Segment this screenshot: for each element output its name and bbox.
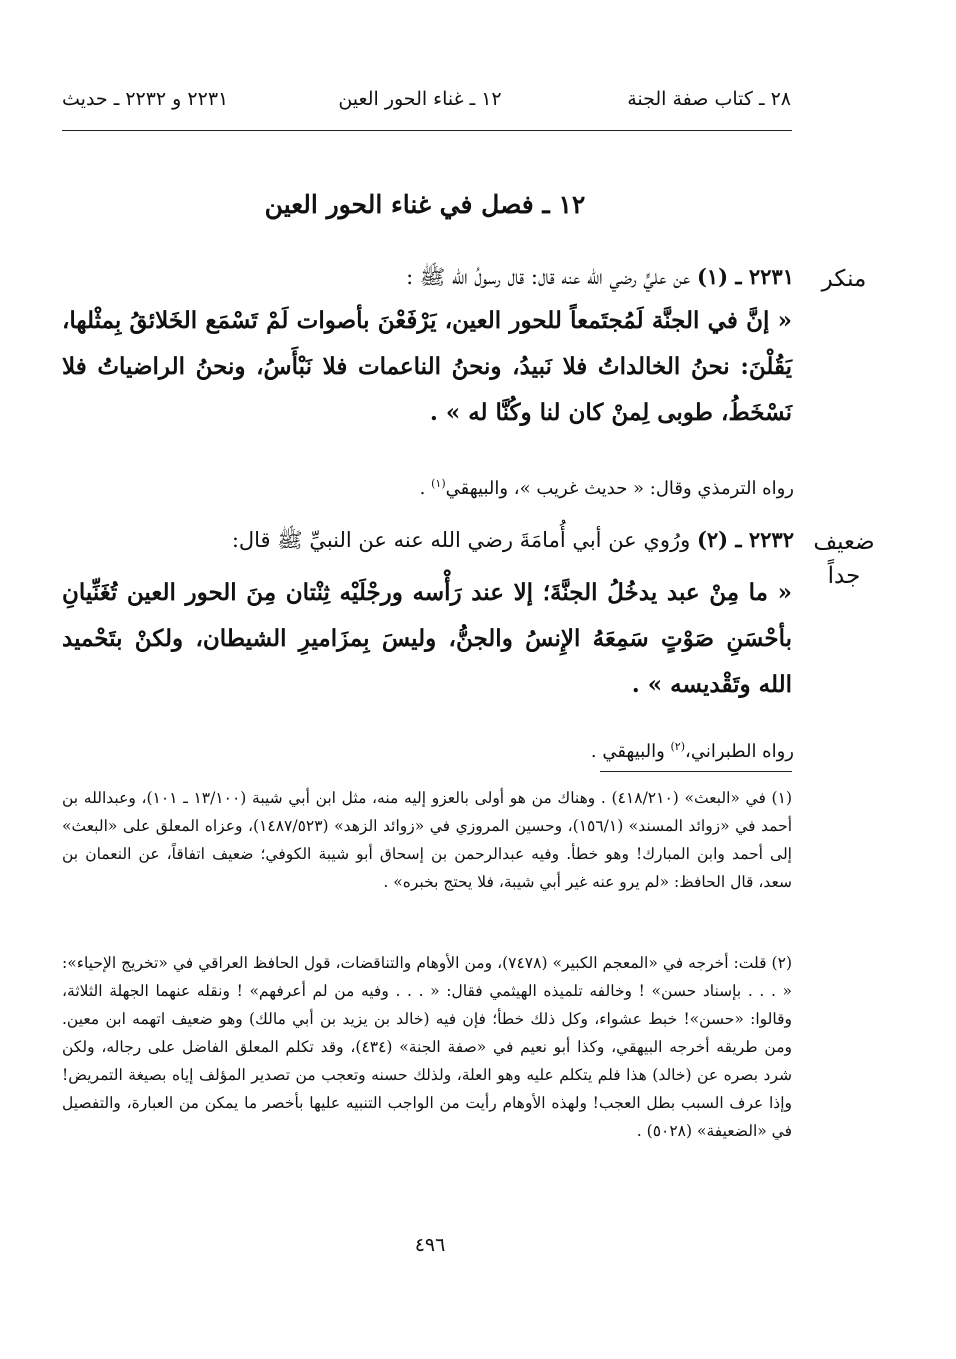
- hadith-source: [154, 470, 794, 503]
- hadith-heading: [154, 525, 794, 555]
- source-text: رواه الترمذي وقال: « حديث غريب »، والبيهقي: [445, 478, 794, 499]
- hadith-grade: ضعيف جداً: [813, 529, 875, 589]
- hadith-number: ٢٢٣٢ ـ (٢): [696, 527, 794, 552]
- footnote-rule: [600, 771, 792, 772]
- footnote-2: (٢) قلت: أخرجه في «المعجم الكبير» (٧٤٧٨)، ومن الأوهام والتناقضات، قول الحافظ العراقي في «تخريج الإحياء»: « . . . بإسناد حسن» ! وخالفه تلميذه الهيثمي فقال: « . . . وفيه من لم أعرفهم» ! ونقله عنهما الجهلة الثلاثة، وقالوا: «حسن»! خبط عشواء، وكل ذلك خطأ؛ فإن فيه (خالد بن يزيد بن أبي مالك) وهو ضعيف اتهمه ابن معين. ومن طريقه أخرجه البيهقي، وكذا أبو نعيم في «صفة الجنة» (٤٣٤)، وقد تكلم المعلق الفاضل على رجاله، ولكن شرد بصره عن (خالد) هذا فلم يتكلم عليه وهو العلة، ولذلك حسنه وتعجب من تصدير المؤلف إياه بصيغة التمريض! وإذا عرف السبب بطل العجب! ولهذه الأوهام رأيت من الواجب التنبيه عليها بأخصر ما يمكن من العبارة، والتفصيل في «الضعيفة» (٥٠٢٨) .: [62, 954, 792, 1140]
- page-number: ٤٩٦: [414, 1234, 446, 1256]
- hadith-heading: [154, 262, 794, 292]
- hadith-intro: عن عليٍّ رضي الله عنه قال: قال رسولُ الله ﷺ :: [406, 265, 691, 289]
- source-text: رواه الطبراني،: [685, 741, 794, 762]
- running-header-book: ٢٨ ـ كتاب صفة الجنة: [627, 88, 791, 110]
- footnote-ref: (٢): [670, 740, 686, 753]
- hadith-number: ٢٢٣١ ـ (١): [696, 264, 794, 289]
- header-rule: [62, 130, 792, 131]
- footnote-1: (١) في «البعث» (٤١٨/٢١٠) . وهناك من هو أولى بالعزو إليه منه، مثل ابن أبي شيبة (١٣/١٠٠ ـ ١٠١)، وعبدالله بن أحمد في «زوائد المسند» (١٥٦/١)، وحسين المروزي في «زوائد الزهد» (١٤٨٧/٥٢٣)، وعزاه المعلق على «البعث» إلى أحمد وابن المبارك! وهو خطأ. وفيه عبدالرحمن بن إسحاق أبو شيبة الكوفي؛ ضعيف اتفاقاً، عن النعمان بن سعد، قال الحافظ: «لم يرو عنه غير أبي شيبة، فلا يحتج بخبره» .: [62, 789, 792, 891]
- source-end: والبيهقي .: [590, 741, 671, 762]
- source-end: .: [419, 478, 432, 499]
- hadith-intro: ورُوي عن أبي أُمامَةَ رضي الله عنه عن النبيِّ ﷺ قال:: [231, 528, 691, 552]
- hadith-text: « ما مِنْ عبد يدخُلُ الجنَّةَ؛ إلا عند رَأْسه ورجْلَيْه ثِنْتان مِنَ الحور العين تُغَنِّيانِ بأحْسَنِ صَوْتٍ سَمِعَهُ الإِنسُ والجنُّ، وليسَ بِمزَاميرِ الشيطان، ولكنْ بتَحْميد الله وتَقْديسه » .: [62, 579, 792, 698]
- running-header-hadith-range: ٢٢٣١ و ٢٢٣٢ ـ حديث: [62, 88, 229, 110]
- hadith-grade: منكر: [821, 266, 867, 292]
- hadith-text: « إنَّ في الجنَّة لَمُجتَمعاً للحور العين، يَرْفَعْنَ بأصوات لَمْ تَسْمَع الخَلائقُ بِمثْلها، يَقُلْنَ: نحنُ الخالداتُ فلا نَبيدُ، ونحنُ الناعمات فلا نَبْأَسُ، ونحنُ الراضياتُ فلا نَسْخَطُ، طوبى لِمنْ كان لنا وكُنَّا له » .: [62, 307, 792, 426]
- section-title: ١٢ ـ فصل في غناء الحور العين: [264, 190, 586, 219]
- running-header-chapter: ١٢ ـ غناء الحور العين: [338, 88, 502, 110]
- footnote-ref: (١): [431, 477, 446, 490]
- hadith-source: [154, 733, 794, 766]
